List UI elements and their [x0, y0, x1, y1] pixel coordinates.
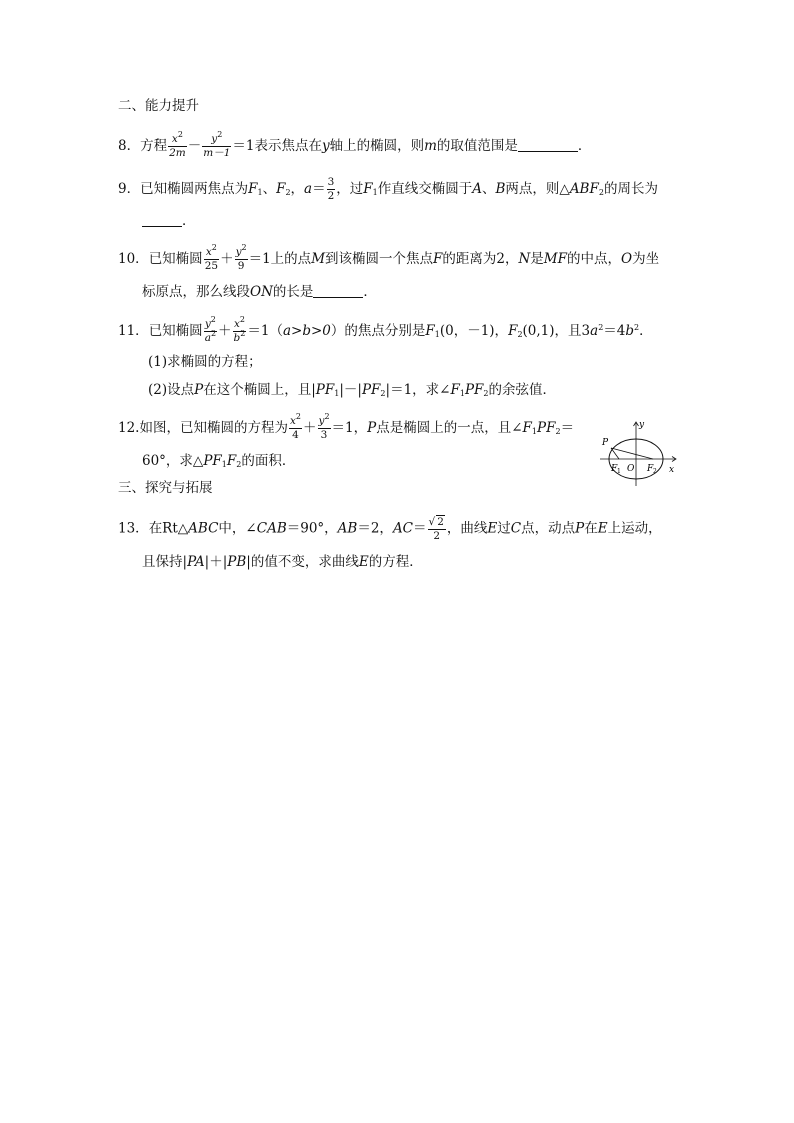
question-number: 10． [118, 251, 149, 267]
segment-pf2 [611, 448, 653, 459]
fraction: $\frac{y^2}{m-1}$ [203, 130, 231, 159]
question-11: 11．已知椭圆 $\frac{y^2}{a^2}$ ＋ $\frac{x^2}{b^2}$ ＝1（a>b>0）的焦点分别是$F_1(0$，－1)，$F_2(0,1)$，且$3a^2=4b^2$． [118, 315, 653, 344]
fraction: $\frac{x^2}{25}$ [204, 243, 219, 272]
question-10: 10．已知椭圆 $\frac{x^2}{25}$ ＋ $\frac{y^2}{9}$ ＝1上的点M到该椭圆一个焦点F的距离为2，N是MF的中点，O为坐 [118, 243, 660, 272]
label-y: y [639, 420, 645, 430]
answer-blank [518, 137, 578, 152]
section-heading-ability: 二、能力提升 [118, 98, 199, 114]
fraction: $\frac{x^2}{2m}$ [169, 130, 186, 159]
label-f2: F [647, 464, 654, 474]
question-10-cont: 标原点，那么线段ON的长是 ． [142, 284, 377, 300]
answer-blank [142, 212, 182, 227]
fraction: $\frac{x^2}{4}$ [289, 412, 301, 441]
fraction: $\frac{y^2}{3}$ [318, 412, 330, 441]
fraction: $\frac{3}{2}$ [327, 176, 335, 202]
question-9-cont: ． [142, 211, 196, 231]
question-number: 8． [118, 138, 141, 154]
label-o: O [627, 464, 635, 474]
question-8: 8．方程 $\frac{x^2}{2m}$ － $\frac{y^2}{m-1}$ ＝1表示焦点在y轴上的椭圆，则m的取值范围是 ． [118, 130, 592, 159]
question-13: 13．在Rt△ABC中，∠CAB＝90°，AB＝2，AC＝ $\frac{√ 2}{2}$ ，曲线E过C点，动点P在E上运动， [118, 516, 662, 542]
label-f1: F [611, 464, 618, 474]
fraction: $\frac{y^2}{9}$ [235, 243, 247, 272]
section-heading-explore: 三、探究与拓展 [118, 480, 213, 496]
question-13-cont: 且保持|PA|＋|PB|的值不变，求曲线E的方程． [142, 554, 423, 570]
label-p: P [602, 438, 609, 448]
fraction: $\frac{√ 2}{2}$ [428, 516, 444, 542]
fraction: $\frac{x^2}{b^2}$ [233, 315, 246, 344]
label-f2-sub: 2 [653, 468, 657, 475]
question-number: 12. [118, 420, 140, 436]
label-x: x [669, 465, 675, 475]
question-11-part-2: (2)设点P在这个椭圆上，且$|PF_1|-|PF_2|=1$，求$\angle F_1PF_2$的余弦值． [148, 382, 556, 398]
fraction: $\frac{y^2}{a^2}$ [204, 315, 217, 344]
label-f1-sub: 1 [617, 468, 621, 475]
question-12: 12.如图，已知椭圆的方程为 $\frac{x^2}{4}$ ＋ $\frac{y^2}{3}$ ＝1，P点是椭圆上的一点，且$\angle F_1PF_2=$ [118, 412, 575, 441]
question-number: 13． [118, 520, 149, 537]
ellipse-figure [592, 418, 682, 486]
question-number: 11． [118, 323, 149, 339]
question-12-cont: 60°，求$\triangle PF_1F_2$的面积． [142, 453, 296, 469]
question-11-part-1: (1)求椭圆的方程； [148, 354, 262, 370]
question-number: 9． [118, 181, 141, 197]
answer-blank [313, 283, 363, 298]
question-9: 9．已知椭圆两焦点为$F_1$、$F_2$，a＝ $\frac{3}{2}$ ，过$F_1$作直线交椭圆于A、B两点，则$\triangle ABF_2$的周长为 [118, 176, 658, 202]
